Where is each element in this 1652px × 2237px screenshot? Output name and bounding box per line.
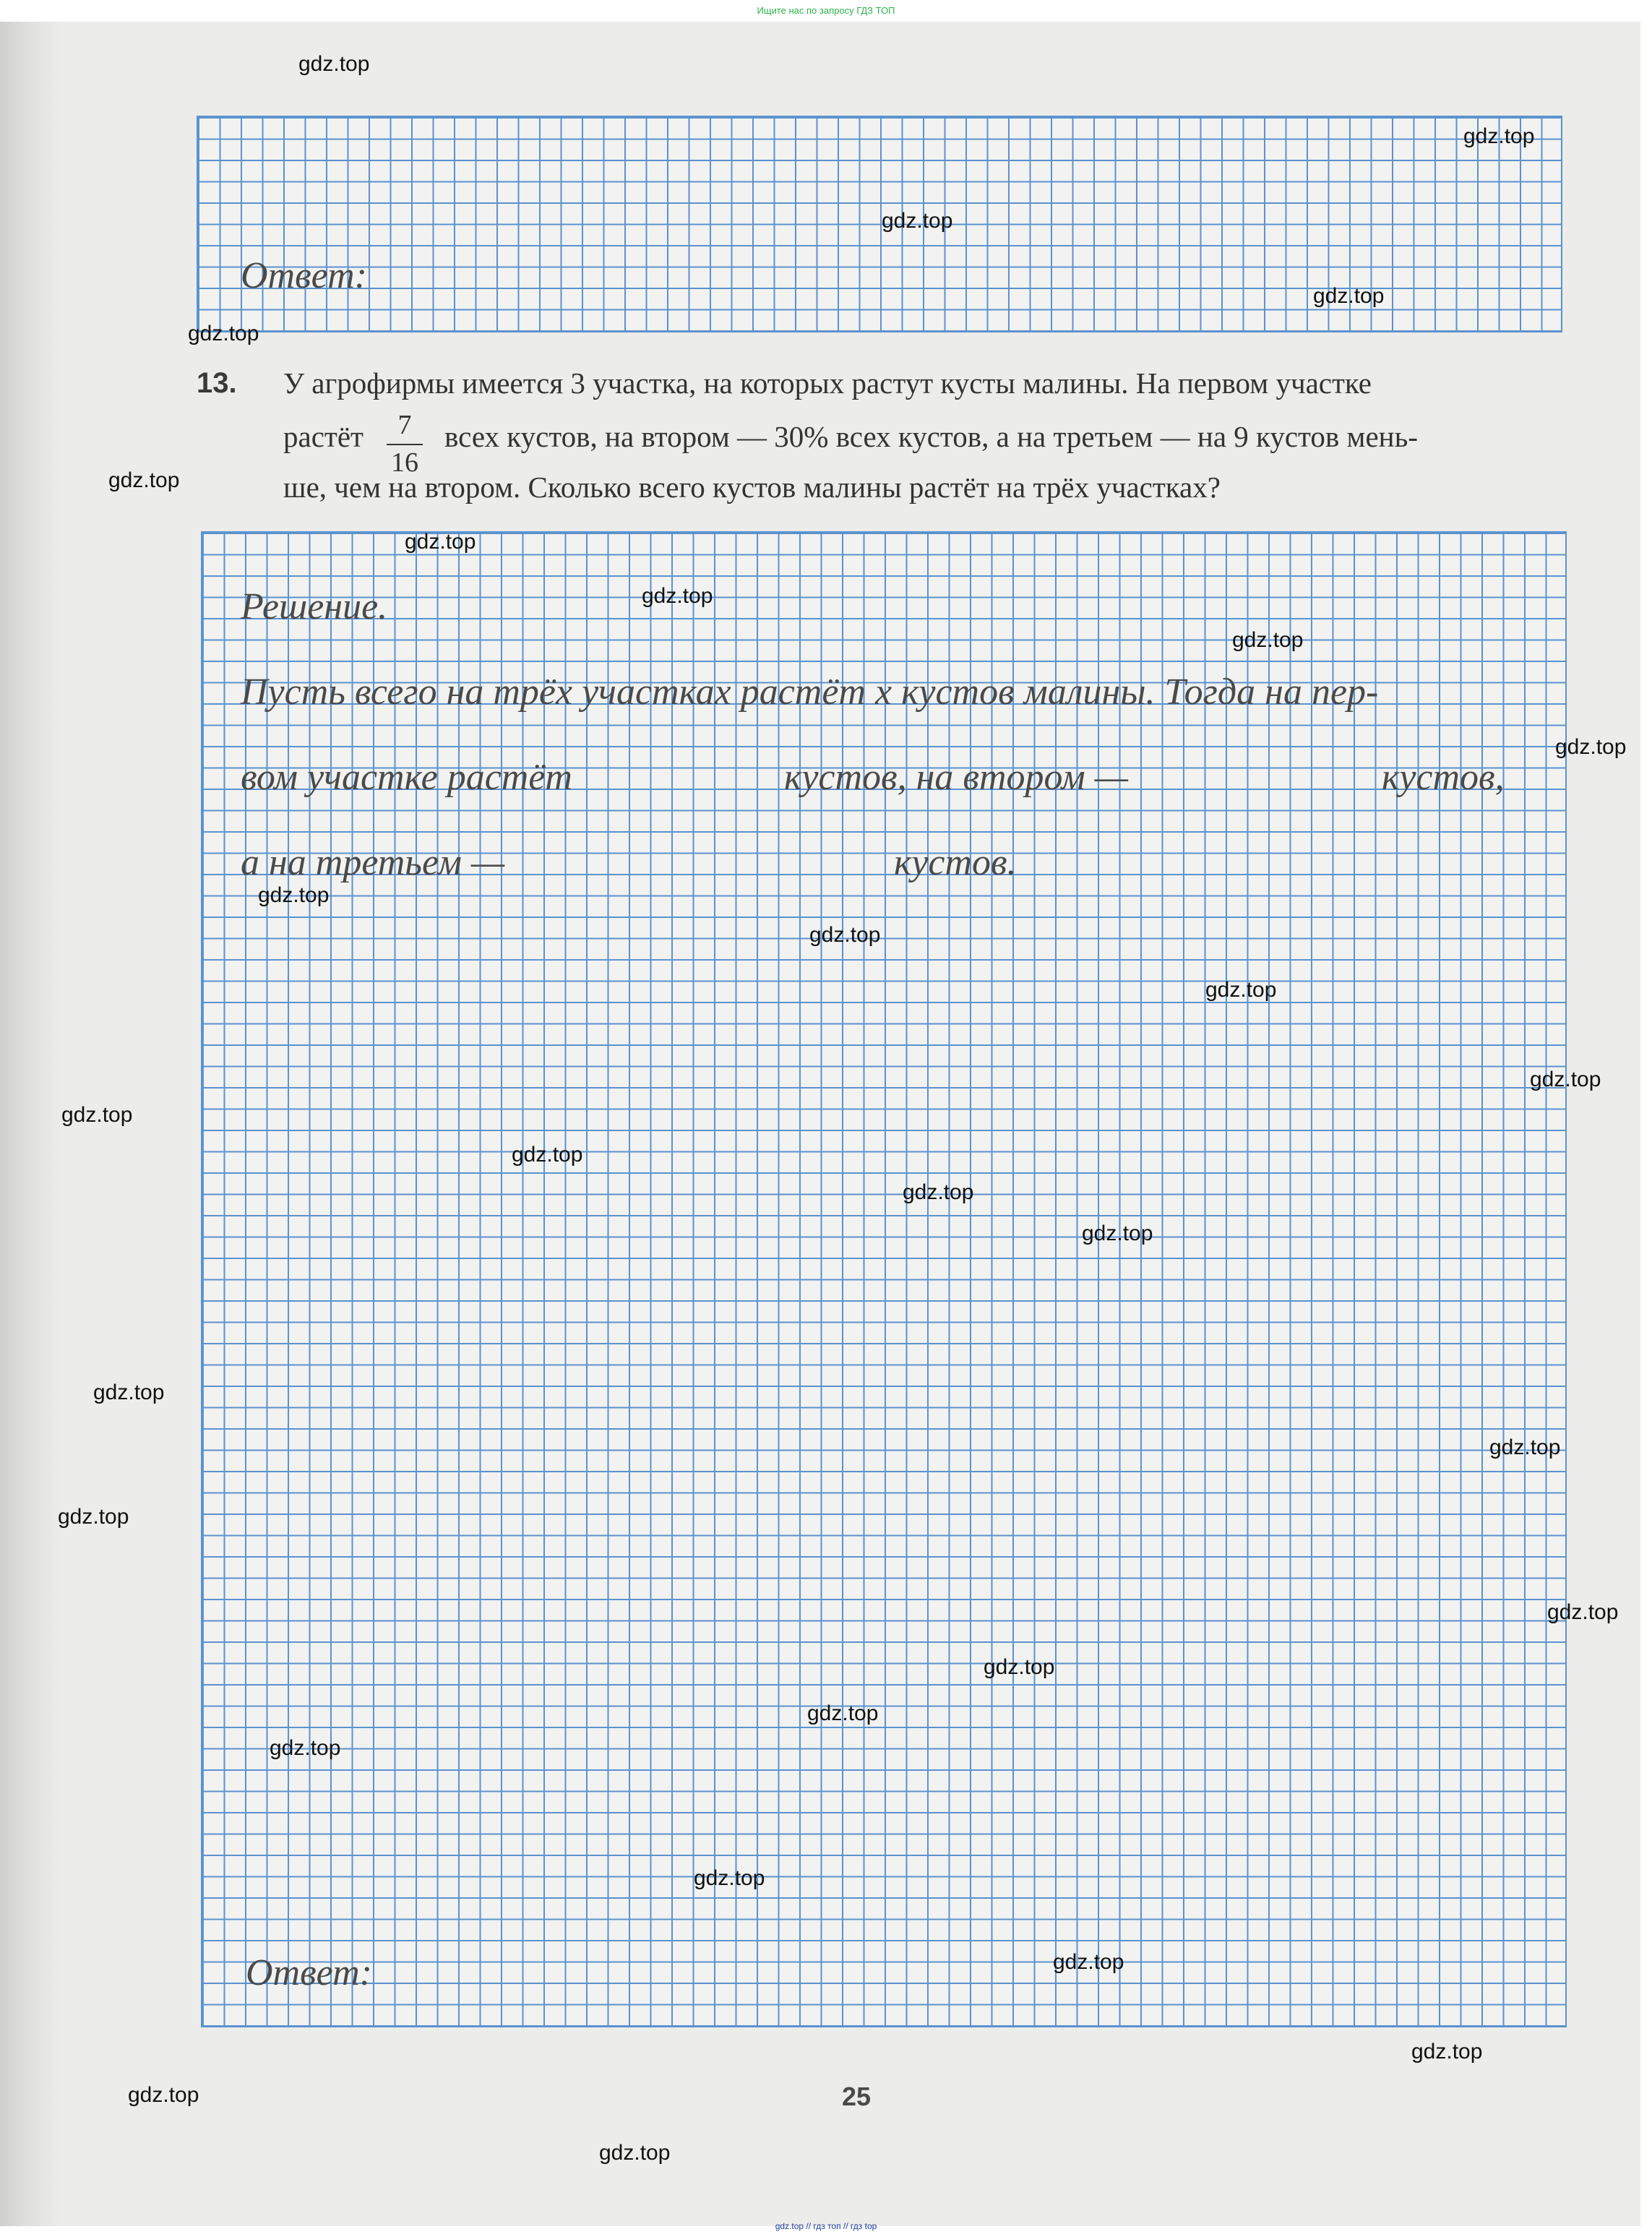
watermark: gdz.top xyxy=(405,530,476,554)
watermark: gdz.top xyxy=(1082,1221,1153,1245)
watermark: gdz.top xyxy=(807,1701,879,1725)
solution-heading: Решение. xyxy=(241,586,388,627)
top-banner[interactable]: Ищите нас по запросу ГДЗ ТОП xyxy=(757,5,895,16)
watermark: gdz.top xyxy=(188,322,259,345)
fraction-numerator: 7 xyxy=(397,410,412,440)
watermark: gdz.top xyxy=(642,584,713,608)
watermark: gdz.top xyxy=(1205,978,1277,1002)
watermark: gdz.top xyxy=(270,1736,341,1760)
task-text-line-1: У агрофирмы имеется 3 участка, на которых растут кусты малины. На первом участке xyxy=(283,366,1372,400)
watermark: gdz.top xyxy=(298,52,370,76)
watermark: gdz.top xyxy=(128,2083,199,2107)
watermark: gdz.top xyxy=(1053,1950,1124,1974)
watermark: gdz.top xyxy=(1555,735,1627,759)
solution-line-1: Пусть всего на трёх участках растёт x кустов малины. Тогда на пер- xyxy=(241,671,1379,713)
watermark: gdz.top xyxy=(1232,628,1304,652)
watermark: gdz.top xyxy=(258,883,330,907)
task-number: 13. xyxy=(197,367,237,399)
fraction-bar xyxy=(387,444,423,445)
watermark: gdz.top xyxy=(108,468,180,492)
watermark: gdz.top xyxy=(809,923,881,947)
watermark: gdz.top xyxy=(903,1180,974,1204)
watermark: gdz.top xyxy=(1463,124,1535,148)
watermark: gdz.top xyxy=(599,2141,671,2165)
watermark: gdz.top xyxy=(61,1103,133,1127)
task-text-line-3: ше, чем на втором. Сколько всего кустов малины растёт на трёх участках? xyxy=(283,471,1221,504)
watermark: gdz.top xyxy=(984,1655,1055,1679)
watermark: gdz.top xyxy=(1313,284,1385,308)
fraction-7-16 xyxy=(387,409,423,478)
task-text-line-2-post: всех кустов, на втором — 30% всех кустов, а на третьем — на 9 кустов мень- xyxy=(444,420,1418,453)
task-text-line-2-pre: растёт xyxy=(283,420,363,453)
watermark: gdz.top xyxy=(1411,2040,1483,2064)
bottom-banner[interactable]: gdz.top // гдз топ // гдз top xyxy=(775,2221,877,2231)
page-number: 25 xyxy=(842,2082,872,2111)
solution-line-2-a: вом участке растёт xyxy=(241,757,572,798)
watermark: gdz.top xyxy=(512,1143,583,1167)
watermark: gdz.top xyxy=(694,1866,765,1890)
fraction-denominator: 16 xyxy=(391,447,418,478)
page-spine-shadow xyxy=(0,22,61,2226)
watermark: gdz.top xyxy=(93,1381,165,1404)
solution-line-3-a: а на третьем — xyxy=(241,842,505,883)
watermark: gdz.top xyxy=(882,209,953,233)
watermark: gdz.top xyxy=(1547,1600,1619,1624)
solution-line-2-c: кустов, xyxy=(1382,757,1505,798)
solution-line-2-b: кустов, на втором — xyxy=(784,757,1128,798)
watermark: gdz.top xyxy=(1489,1435,1561,1459)
watermark: gdz.top xyxy=(58,1505,129,1529)
watermark: gdz.top xyxy=(1530,1068,1601,1091)
answer-label-bottom: Ответ: xyxy=(246,1952,372,1993)
answer-label-top: Ответ: xyxy=(241,255,367,296)
solution-line-3-b: кустов. xyxy=(894,842,1017,883)
